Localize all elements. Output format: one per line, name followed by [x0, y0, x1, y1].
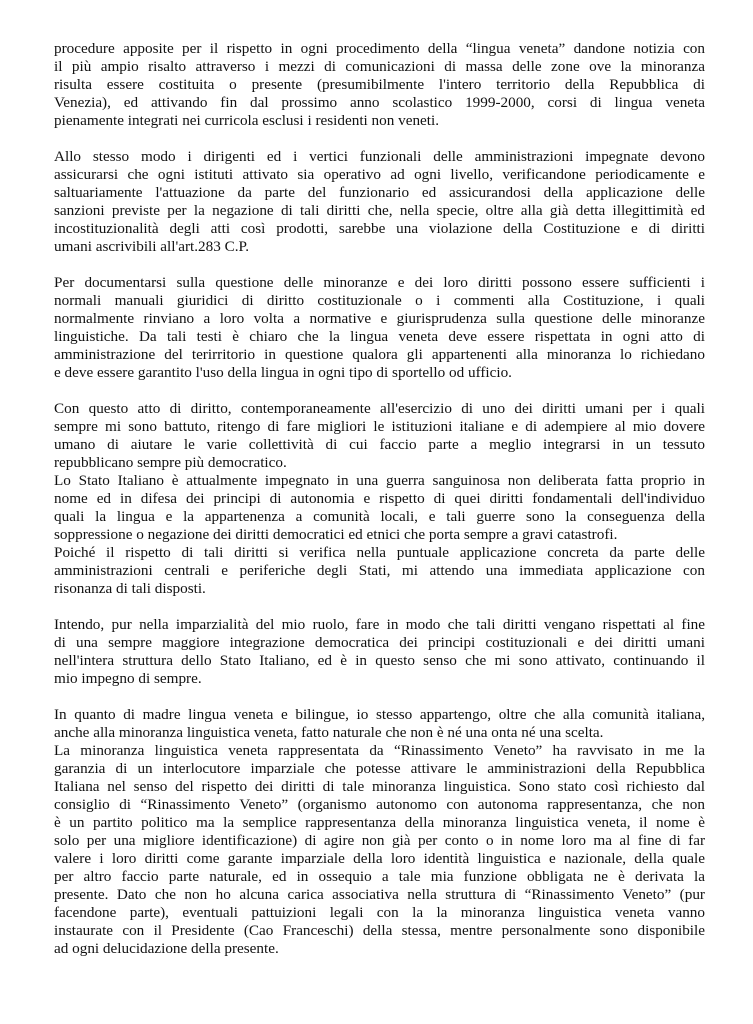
document-body: [54, 40, 705, 958]
paragraph: [54, 616, 705, 688]
text-line: Con questo atto di diritto, contemporaneamente all'esercizio di uno dei diritti umani per i quali: [54, 400, 705, 417]
text-line: normali manuali giuridici di diritto costituzionale o i commenti alla Costituzione, i quali: [54, 292, 705, 309]
text-line: solo per una migliore identificazione) di agire non già per conto o in nome loro ma al fine di far: [54, 832, 705, 849]
text-line: normalmente rinviano a loro volta a normative e giurisprudenza sulla questione delle minoranze: [54, 310, 705, 327]
text-line: Venezia), ed attivando fin dal prossimo anno scolastico 1999-2000, corsi di lingua veneta: [54, 94, 705, 111]
text-line: In quanto di madre lingua veneta e bilingue, io stesso appartengo, oltre che alla comunità italiana,: [54, 706, 705, 723]
text-line: per altro faccio parte naturale, ed in ossequio a tale mia funzione obbligata ne è derivata la: [54, 868, 705, 885]
text-line: valere i loro diritti come garante imparziale della loro identità linguistica e nazionale, della quale: [54, 850, 705, 867]
text-line: pienamente integrati nei curricola esclusi i residenti non veneti.: [54, 112, 440, 129]
text-line: instaurate con il Presidente (Cao Franceschi) della stessa, mentre personalmente sono disponibile: [54, 922, 705, 939]
text-line: di una sempre maggiore integrazione democratica dei principi costituzionali e dei diritti umani: [54, 634, 705, 651]
text-line: Italiana nel senso del rispetto dei diritti di tale minoranza linguistica. Sono stato così richiesto dal: [54, 778, 705, 795]
text-line: nome ed in difesa dei principi di autonomia e rispetto di quei diritti fondamentali dell'individuo: [54, 490, 705, 507]
text-line: nell'intera struttura dello Stato Italiano, ed è in questo senso che mi sono attivato, continuando il: [54, 652, 705, 669]
text-line: quali la lingua e la appartenenza a comunità locali, e tali guerre sono la conseguenza della: [54, 508, 705, 525]
text-line: Poiché il rispetto di tali diritti si verifica nella puntuale applicazione concreta da parte delle: [54, 544, 705, 561]
text-line: presente. Dato che non ho alcuna carica associativa nella struttura di “Rinassimento Veneto” (pur: [54, 886, 705, 903]
text-line: La minoranza linguistica veneta rappresentata da “Rinassimento Veneto” ha ravvisato in me la: [54, 742, 705, 759]
text-line: umani ascrivibili all'art.283 C.P.: [54, 238, 250, 255]
text-line: umano di aiutare le varie collettività di cui faccio parte a meglio integrarsi in un tessuto: [54, 436, 705, 453]
text-line: repubblicano sempre più democratico.: [54, 454, 287, 471]
text-line: risonanza di tali disposti.: [54, 580, 206, 597]
paragraph: [54, 706, 705, 742]
paragraph: [54, 742, 705, 958]
text-line: consiglio di “Rinassimento Veneto” (organismo autonomo con autonoma rappresentanza, che non: [54, 796, 705, 813]
text-line: garanzia di un interlocutore imparziale che potesse attivare le amministrazioni della Repubblica: [54, 760, 705, 777]
paragraph: [54, 148, 705, 256]
text-line: anche alla minoranza linguistica veneta, fatto naturale che non è né una onta né una scelta.: [54, 724, 604, 741]
paragraph: [54, 544, 705, 598]
text-line: linguistiche. Da tali testi è chiaro che la lingua veneta deve essere rispettata in ogni atto di: [54, 328, 705, 345]
text-line: incostituzionalità degli atti così prodotti, sarebbe una violazione della Costituzione e di diritti: [54, 220, 705, 237]
text-line: amministrazione del terirritorio in questione qualora gli appartenenti alla minoranza lo richiedano: [54, 346, 705, 363]
paragraph: [54, 472, 705, 544]
text-line: ad ogni delucidazione della presente.: [54, 940, 279, 957]
text-line: saltuariamente l'attuazione da parte del funzionario ed assicurandosi della applicazione delle: [54, 184, 705, 201]
text-line: sanzioni previste per la negazione di tali diritti che, nella specie, oltre alla già detta illegittimità ed: [54, 202, 705, 219]
text-line: amministrazioni centrali e periferiche degli Stati, mi attendo una immediata applicazione con: [54, 562, 705, 579]
text-line: e deve essere garantito l'uso della lingua in ogni tipo di sportello od ufficio.: [54, 364, 512, 381]
paragraph: [54, 40, 705, 130]
text-line: è un partito politico ma la semplice rappresentanza della minoranza linguistica veneta, il nome è: [54, 814, 705, 831]
text-line: sempre mi sono battuto, ritengo di fare migliori le istituzioni italiane e di adempiere al mio dovere: [54, 418, 705, 435]
paragraph: [54, 400, 705, 472]
text-line: procedure apposite per il rispetto in ogni procedimento della “lingua veneta” dandone notizia con: [54, 40, 705, 57]
text-line: assicurarsi che ogni istituti attivato sia operativo ad ogni livello, verificandone periodicamente e: [54, 166, 705, 183]
text-line: Allo stesso modo i dirigenti ed i vertici funzionali delle amministrazioni impegnate devono: [54, 148, 705, 165]
text-line: mio impegno di sempre.: [54, 670, 202, 687]
text-line: Intendo, pur nella imparzialità del mio ruolo, fare in modo che tali diritti vengano rispettati al fine: [54, 616, 705, 633]
paragraph: [54, 274, 705, 382]
text-line: il più ampio risalto attraverso i mezzi di comunicazioni di massa delle zone ove la minoranza: [54, 58, 705, 75]
text-line: risulta essere costituita o presente (presumibilmente l'intero territorio della Repubblica di: [54, 76, 705, 93]
text-line: Per documentarsi sulla questione delle minoranze e dei loro diritti possono essere sufficienti i: [54, 274, 705, 291]
text-line: Lo Stato Italiano è attualmente impegnato in una guerra sanguinosa non deliberata fatta proprio in: [54, 472, 705, 489]
text-line: facendone parte), eventuali pattuizioni legali con la la minoranza linguistica veneta vanno: [54, 904, 705, 921]
text-line: soppressione o negazione dei diritti democratici ed etnici che porta sempre a gravi catastrofi.: [54, 526, 618, 543]
